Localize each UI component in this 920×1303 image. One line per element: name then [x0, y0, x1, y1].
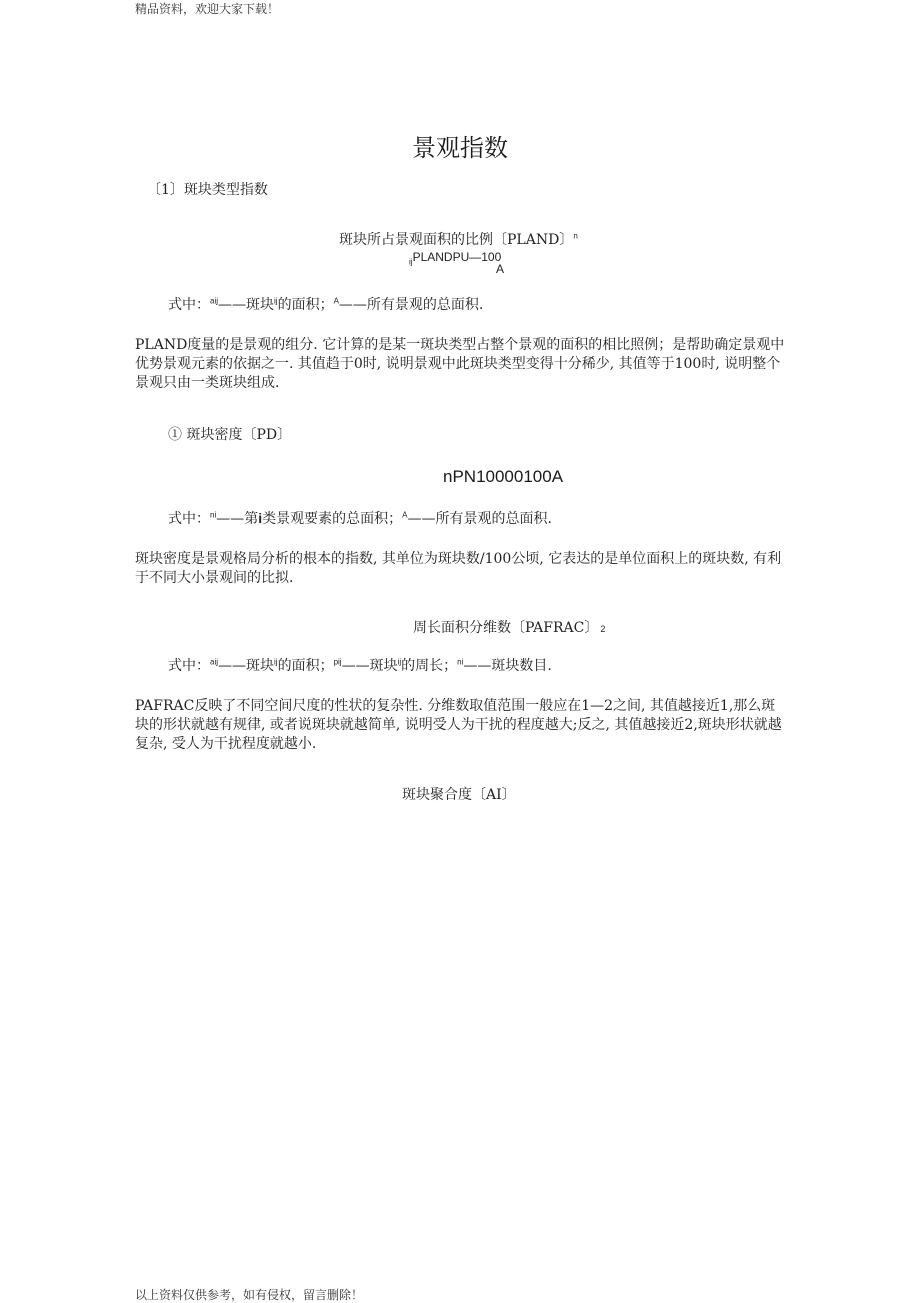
symbol-ni: ni [210, 510, 217, 520]
pafrac-caption-text: 周长面积分维数〔PAFRAC〕 [413, 620, 599, 636]
pland-paragraph: PLAND度量的是景观的组分. 它计算的是某一斑块类型占整个景观的面积的相比照例；是帮助确定景观中优势景观元素的依据之一. 其值趋于0时, 说明景观中此斑块类型变得十分稀少, 其值等于100时, 说明整个景观只由一类斑块组成. [135, 337, 785, 391]
pd-description [168, 508, 552, 528]
header-note: 精品资料，欢迎大家下载！ [135, 2, 280, 16]
pd-heading: ① 斑块密度〔PD〕 [168, 427, 292, 443]
pland-formula [409, 250, 501, 266]
desc-text: ——斑块数目. [463, 658, 552, 674]
pafrac-paragraph: PAFRAC反映了不同空间尺度的性状的复杂性. 分维数取值范围一般应在1—2之间, 其值越接近1,那么斑块的形状就越有规律, 或者说斑块就越简单, 说明受人为干扰的程度越大;反之, 其值越接近2,斑块形状就越复杂, 受人为干扰程度就越小. [135, 698, 782, 752]
desc-text: ——所有景观的总面积. [407, 511, 552, 527]
desc-text: 的周长； [401, 658, 458, 674]
desc-text: ——所有景观的总面积. [338, 297, 484, 313]
symbol-A: A [333, 296, 339, 306]
desc-text: 的面积； [277, 658, 334, 674]
desc-text: 的面积； [277, 297, 334, 313]
section-heading: 〔1〕斑块类型指数 [147, 182, 268, 198]
pland-formula-sub: ij [409, 257, 413, 267]
desc-text: ——斑块 [218, 658, 275, 674]
symbol-sub: ij [274, 296, 278, 306]
pland-description [168, 294, 483, 314]
pland-caption [339, 229, 578, 249]
pafrac-caption [413, 617, 605, 637]
desc-prefix: 式中： [168, 658, 210, 674]
page-title: 景观指数 [412, 134, 508, 162]
desc-prefix: 式中： [168, 511, 210, 527]
pd-formula: nPN10000100A [443, 467, 564, 486]
pafrac-caption-sub: 2 [600, 624, 606, 634]
ai-caption: 斑块聚合度〔AI〕 [402, 787, 516, 803]
pland-formula-denominator: A [496, 262, 505, 276]
pland-caption-sub: n [573, 231, 578, 241]
symbol-aij: aij [210, 657, 219, 667]
desc-text: ——斑块 [218, 297, 275, 313]
pland-caption-text: 斑块所占景观面积的比例〔PLAND〕 [339, 232, 574, 248]
symbol-aij: aij [210, 296, 219, 306]
desc-text: ——斑块 [341, 658, 398, 674]
pafrac-description [168, 655, 552, 675]
symbol-A: A [402, 510, 408, 520]
symbol-i: i [258, 510, 263, 526]
symbol-ni: ni [457, 657, 464, 667]
desc-text: 类景观要素的总面积； [262, 511, 403, 527]
symbol-sub: ij [274, 657, 278, 667]
symbol-sub: ij [397, 657, 402, 667]
symbol-pij: pij [333, 657, 342, 667]
desc-prefix: 式中： [168, 297, 210, 313]
desc-text: ——第 [216, 511, 259, 527]
pland-formula-main: PLANDPU—100 [412, 250, 502, 264]
footer-note: 以上资料仅供参考，如有侵权，留言删除！ [135, 1288, 364, 1302]
pd-paragraph: 斑块密度是景观格局分析的根本的指数, 其单位为斑块数/100公顷, 它表达的是单位面积上的斑块数, 有利于不同大小景观间的比拟. [135, 551, 782, 586]
